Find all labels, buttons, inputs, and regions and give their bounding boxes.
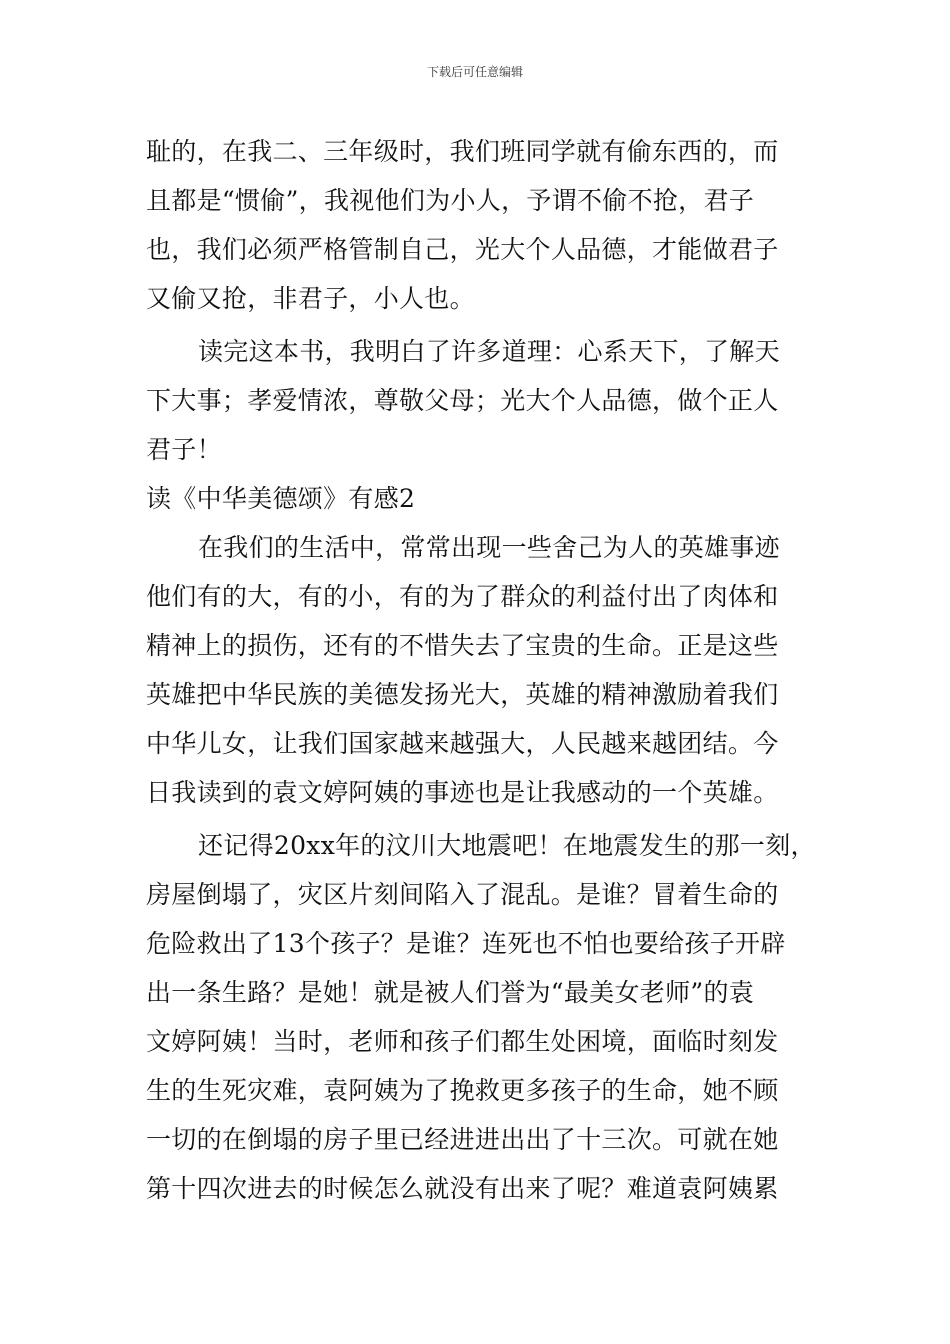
text-line: 又偷又抢，非君子，小人也。 xyxy=(146,284,475,313)
text-line: 第十四次进去的时候怎么就没有出来了呢？难道袁阿姨累 xyxy=(146,1174,779,1203)
text-line: 也，我们必须严格管制自己，光大个人品德，才能做君子 xyxy=(146,235,779,264)
document-body xyxy=(146,127,826,1213)
text-line: 在我们的生活中，常常出现一些舍己为人的英雄事迹 xyxy=(198,533,780,562)
text-line: 读完这本书，我明白了许多道理：心系天下，了解天 xyxy=(198,337,780,366)
text-line: 还记得20xx年的汶川大地震吧！在地震发生的那一刻， xyxy=(198,831,816,860)
text-line: 君子！ xyxy=(146,435,222,464)
paragraph-conclusion xyxy=(146,327,826,474)
text-line: 文婷阿姨！当时，老师和孩子们都生处困境，面临时刻发 xyxy=(146,1027,779,1056)
text-line: 中华儿女，让我们国家越来越强大，人民越来越团结。今 xyxy=(146,729,779,758)
text-line: 出一条生路？是她！就是被人们誉为“最美女老师”的袁 xyxy=(146,978,755,1007)
text-line: 英雄把中华民族的美德发扬光大，英雄的精神激励着我们 xyxy=(146,680,779,709)
paragraph-continued xyxy=(146,127,826,323)
paragraph-heroes xyxy=(146,523,826,817)
text-line: 耻的，在我二、三年级时，我们班同学就有偷东西的，而 xyxy=(146,137,779,166)
page-header-note: 下载后可任意编辑 xyxy=(426,65,523,79)
text-line: 一切的在倒塌的房子里已经进进出出了十三次。可就在她 xyxy=(146,1125,779,1154)
paragraph-earthquake xyxy=(146,821,826,1213)
text-line: 生的生死灾难，袁阿姨为了挽救更多孩子的生命，她不顾 xyxy=(146,1076,779,1105)
text-line: 且都是“惯偷”，我视他们为小人，予谓不偷不抢，君子 xyxy=(146,186,755,215)
section-heading: 读《中华美德颂》有感2 xyxy=(146,484,416,513)
text-line: 精神上的损伤，还有的不惜失去了宝贵的生命。正是这些 xyxy=(146,631,779,660)
text-line: 他们有的大，有的小，有的为了群众的利益付出了肉体和 xyxy=(146,582,779,611)
text-line: 危险救出了13个孩子？是谁？连死也不怕也要给孩子开辟 xyxy=(146,929,786,958)
text-line: 房屋倒塌了，灾区片刻间陷入了混乱。是谁？冒着生命的 xyxy=(146,880,779,909)
text-line: 日我读到的袁文婷阿姨的事迹也是让我感动的一个英雄。 xyxy=(146,778,779,807)
text-line: 下大事；孝爱情浓，尊敬父母；光大个人品德，做个正人 xyxy=(146,386,779,415)
